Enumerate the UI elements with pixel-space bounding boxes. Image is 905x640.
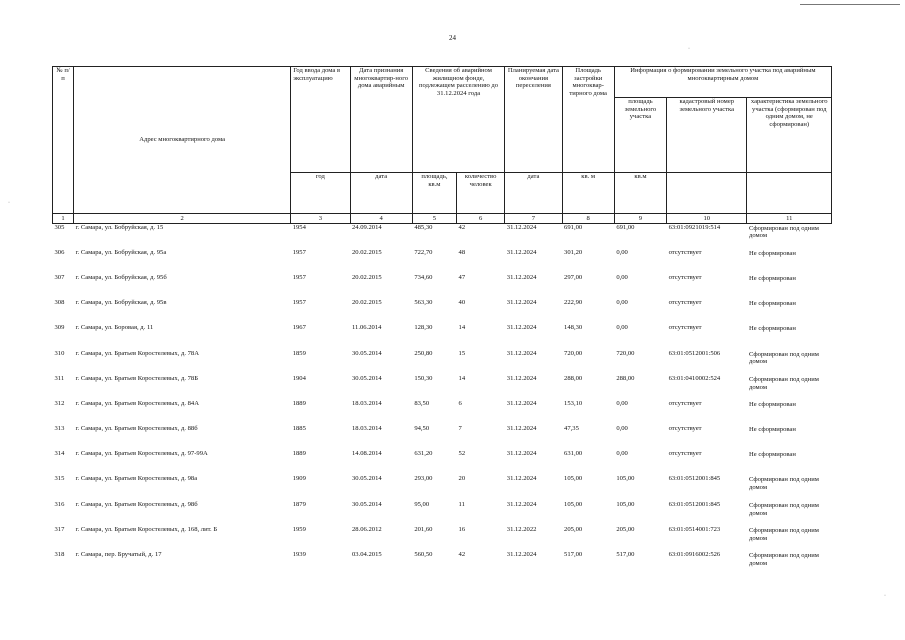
- table-row: [53, 249, 832, 274]
- row-area: 250,80: [414, 349, 433, 357]
- row-address: г. Самара, ул. Братьев Коростелевых, д. 98а: [75, 475, 198, 483]
- row-cadastral-number: 63:01:0916002:526: [668, 551, 721, 559]
- row-number: 314: [54, 450, 65, 458]
- row-people: 6: [458, 399, 462, 407]
- row-people: 15: [458, 349, 466, 357]
- row-planned-end: 31.12.2024: [506, 475, 537, 483]
- row-cadastral-number: 63:01:0514001:723: [668, 525, 721, 533]
- table-row: [53, 299, 832, 324]
- row-cadastral-number: отсутствует: [668, 273, 702, 281]
- row-land-area: 105,00: [616, 475, 635, 483]
- row-area: 201,60: [414, 525, 433, 533]
- row-recognition-date: 14.08.2014: [352, 450, 382, 458]
- row-area: 293,00: [414, 475, 433, 483]
- row-planned-end: 31.12.2024: [506, 299, 537, 307]
- row-number: 318: [54, 551, 65, 559]
- header-sub-area: площадь, кв.м: [412, 173, 456, 214]
- column-number: 2: [74, 214, 291, 224]
- header-sub-date2: дата: [505, 173, 562, 214]
- page-number: 24: [449, 34, 456, 42]
- row-people: 7: [458, 425, 462, 433]
- row-planned-end: 31.12.2024: [506, 374, 537, 382]
- row-cadastral-number: 63:01:0512001:845: [668, 475, 721, 483]
- row-land-characteristic: Не сформирован: [748, 451, 796, 459]
- scan-speck: ·: [688, 46, 690, 52]
- row-number: 315: [54, 475, 65, 483]
- row-building-area: 301,20: [564, 248, 583, 256]
- row-area: 128,30: [414, 324, 433, 332]
- row-area: 631,20: [414, 450, 433, 458]
- header-land-info: Информация о формировании земельного участка под аварийным многоквартирным домом: [614, 67, 831, 98]
- row-recognition-date: 20.02.2015: [352, 273, 382, 281]
- row-cadastral-number: отсутствует: [668, 248, 702, 256]
- row-land-characteristic: Не сформирован: [748, 400, 796, 408]
- row-number: 312: [54, 399, 65, 407]
- column-number: 7: [505, 214, 562, 224]
- row-people: 40: [458, 299, 466, 307]
- header-planned-end: Планируемая дата окончания переселения: [505, 67, 562, 173]
- row-address: г. Самара, ул. Бобруйская, д. 95б: [75, 273, 167, 281]
- row-land-characteristic: Сформирован под одним домом: [748, 350, 819, 366]
- header-sub-empty: [667, 173, 747, 214]
- table-row: [53, 425, 832, 450]
- row-address: г. Самара, ул. Бобруйская, д. 95в: [75, 299, 167, 307]
- row-planned-end: 31.12.2024: [506, 450, 537, 458]
- row-land-area: 517,00: [616, 551, 635, 559]
- column-number: 9: [614, 214, 666, 224]
- row-year-built: 1885: [292, 425, 306, 433]
- row-year-built: 1954: [292, 223, 306, 231]
- row-building-area: 153,10: [564, 399, 583, 407]
- header-building-area: Площадь застройки многоквар-тирного дома: [562, 67, 614, 173]
- row-number: 317: [54, 525, 65, 533]
- row-area: 563,30: [414, 299, 433, 307]
- row-address: г. Самара, ул. Боровая, д. 11: [75, 324, 154, 332]
- header-num: № п/п: [53, 67, 74, 214]
- row-land-area: 0,00: [616, 273, 628, 281]
- row-land-characteristic: Сформирован под одним домом: [748, 476, 819, 492]
- row-planned-end: 31.12.2024: [506, 551, 537, 559]
- row-people: 11: [458, 500, 465, 508]
- table-row: [53, 350, 832, 375]
- row-address: г. Самара, ул. Братьев Коростелевых, д. 98б: [75, 500, 198, 508]
- row-building-area: 691,00: [564, 223, 583, 231]
- table-row: [53, 400, 832, 425]
- row-number: 305: [54, 223, 65, 231]
- column-number: 1: [53, 214, 74, 224]
- row-recognition-date: 03.04.2015: [352, 551, 382, 559]
- row-building-area: 631,00: [564, 450, 583, 458]
- row-planned-end: 31.12.2024: [506, 324, 537, 332]
- row-people: 16: [458, 525, 466, 533]
- row-year-built: 1879: [292, 500, 306, 508]
- row-land-characteristic: Не сформирован: [748, 325, 796, 333]
- row-planned-end: 31.12.2024: [506, 500, 537, 508]
- row-year-built: 1967: [292, 324, 306, 332]
- row-recognition-date: 18.03.2014: [352, 425, 382, 433]
- row-building-area: 47,35: [564, 425, 579, 433]
- row-land-characteristic: Сформирован под одним домом: [748, 526, 819, 542]
- row-land-characteristic: Не сформирован: [748, 274, 796, 282]
- row-planned-end: 31.12.2024: [506, 425, 537, 433]
- scan-speck: ·: [8, 200, 10, 206]
- row-area: 485,30: [414, 223, 433, 231]
- row-land-area: 0,00: [616, 324, 628, 332]
- row-land-characteristic: Сформирован под одним домом: [748, 552, 819, 567]
- row-land-characteristic: Сформирован под одним домом: [748, 224, 819, 240]
- row-land-characteristic: Не сформирован: [748, 426, 796, 434]
- header-characteristic: характеристика земельного участка (сформирован под одним домом, не сформирован): [747, 98, 832, 173]
- column-number: 8: [562, 214, 614, 224]
- row-number: 306: [54, 248, 65, 256]
- row-number: 311: [54, 374, 65, 382]
- row-recognition-date: 20.02.2015: [352, 248, 382, 256]
- row-cadastral-number: отсутствует: [668, 299, 702, 307]
- row-planned-end: 31.12.2024: [506, 349, 537, 357]
- row-land-characteristic: Сформирован под одним домом: [748, 501, 819, 517]
- row-land-area: 720,00: [616, 349, 635, 357]
- row-people: 48: [458, 248, 466, 256]
- row-land-area: 0,00: [616, 248, 628, 256]
- row-land-area: 288,00: [616, 374, 635, 382]
- header-sub-empty: [747, 173, 832, 214]
- table-row: [53, 324, 832, 349]
- row-address: г. Самара, ул. Братьев Коростелевых, д. 97-99А: [75, 450, 208, 458]
- row-recognition-date: 28.06.2012: [352, 525, 382, 533]
- row-people: 14: [458, 324, 466, 332]
- header-cadastral: кадастровый номер земельного участка: [667, 98, 747, 173]
- header-address: Адрес многоквартирного дома: [74, 67, 291, 214]
- header-sub-people: количество человек: [457, 173, 505, 214]
- row-year-built: 1957: [292, 273, 306, 281]
- table-row: [53, 475, 832, 500]
- row-cadastral-number: 63:01:0512001:506: [668, 349, 721, 357]
- row-land-area: 0,00: [616, 299, 628, 307]
- row-area: 94,50: [414, 425, 430, 433]
- emergency-housing-table: [52, 66, 832, 576]
- row-area: 150,30: [414, 374, 433, 382]
- row-recognition-date: 30.05.2014: [352, 349, 382, 357]
- row-number: 308: [54, 299, 65, 307]
- table-row: [53, 526, 832, 551]
- row-planned-end: 31.12.2024: [506, 399, 537, 407]
- row-address: г. Самара, ул. Братьев Коростелевых, д. 78Б: [75, 374, 199, 382]
- row-area: 734,60: [414, 273, 433, 281]
- row-land-characteristic: Не сформирован: [748, 249, 796, 257]
- column-number: 10: [667, 214, 747, 224]
- row-land-area: 205,00: [616, 525, 635, 533]
- column-number: 3: [291, 214, 350, 224]
- row-recognition-date: 18.03.2014: [352, 399, 382, 407]
- row-address: г. Самара, ул. Братьев Коростелевых, д. 78А: [75, 349, 199, 357]
- row-year-built: 1959: [292, 525, 306, 533]
- row-building-area: 148,30: [564, 324, 583, 332]
- row-address: г. Самара, ул. Братьев Коростелевых, д. 84А: [75, 399, 199, 407]
- row-address: г. Самара, ул. Бобруйская, д. 15: [75, 223, 164, 231]
- table-row: [53, 450, 832, 475]
- column-number: 4: [350, 214, 412, 224]
- row-people: 52: [458, 450, 466, 458]
- row-area: 560,50: [414, 551, 433, 559]
- row-year-built: 1957: [292, 248, 306, 256]
- row-year-built: 1859: [292, 349, 306, 357]
- table-row: [53, 551, 832, 576]
- header-sub-kvm: кв. м: [562, 173, 614, 214]
- row-address: г. Самара, ул. Бобруйская, д. 95а: [75, 248, 167, 256]
- row-number: 307: [54, 273, 65, 281]
- row-number: 316: [54, 500, 65, 508]
- row-year-built: 1889: [292, 399, 306, 407]
- row-planned-end: 31.12.2022: [506, 525, 537, 533]
- row-cadastral-number: отсутствует: [668, 324, 702, 332]
- column-number: 11: [747, 214, 832, 224]
- row-recognition-date: 24.09.2014: [352, 223, 382, 231]
- row-planned-end: 31.12.2024: [506, 248, 537, 256]
- header-land-area: площадь земельного участка: [614, 98, 666, 173]
- row-recognition-date: 30.05.2014: [352, 374, 382, 382]
- row-year-built: 1909: [292, 475, 306, 483]
- row-year-built: 1889: [292, 450, 306, 458]
- table-row: [53, 375, 832, 400]
- row-people: 42: [458, 223, 466, 231]
- row-building-area: 105,00: [564, 475, 583, 483]
- row-people: 20: [458, 475, 466, 483]
- header-emergency-fund: Сведения об аварийном жилищном фонде, подлежащем расселению до 31.12.2024 года: [412, 67, 504, 173]
- header-sub-date: дата: [350, 173, 412, 214]
- row-cadastral-number: отсутствует: [668, 425, 702, 433]
- row-cadastral-number: отсутствует: [668, 450, 702, 458]
- column-number: 6: [457, 214, 505, 224]
- row-cadastral-number: отсутствует: [668, 399, 702, 407]
- row-land-area: 0,00: [616, 425, 628, 433]
- row-planned-end: 31.12.2024: [506, 273, 537, 281]
- top-edge-line: [800, 4, 900, 5]
- row-land-area: 0,00: [616, 450, 628, 458]
- header-recognition-date: Дата признания многоквартир-ного дома аварийным: [350, 67, 412, 173]
- row-number: 313: [54, 425, 65, 433]
- row-area: 722,70: [414, 248, 433, 256]
- row-planned-end: 31.12.2024: [506, 223, 537, 231]
- row-year-built: 1957: [292, 299, 306, 307]
- row-land-area: 0,00: [616, 399, 628, 407]
- row-cadastral-number: 63:01:0512001:845: [668, 500, 721, 508]
- row-year-built: 1904: [292, 374, 306, 382]
- table-body: [53, 223, 832, 576]
- row-number: 309: [54, 324, 65, 332]
- row-address: г. Самара, пер. Бручатый, д. 17: [75, 551, 162, 559]
- row-people: 47: [458, 273, 466, 281]
- row-recognition-date: 20.02.2015: [352, 299, 382, 307]
- row-recognition-date: 30.05.2014: [352, 475, 382, 483]
- header-sub-year: год: [291, 173, 350, 214]
- row-land-characteristic: Сформирован под одним домом: [748, 375, 819, 391]
- row-year-built: 1939: [292, 551, 306, 559]
- table-row: [53, 274, 832, 299]
- row-recognition-date: 30.05.2014: [352, 500, 382, 508]
- row-building-area: 105,00: [564, 500, 583, 508]
- row-land-characteristic: Не сформирован: [748, 300, 796, 308]
- row-address: г. Самара, ул. Братьев Коростелевых, д. 168, лит. Б: [75, 525, 218, 533]
- row-building-area: 720,00: [564, 349, 583, 357]
- row-land-area: 105,00: [616, 500, 635, 508]
- row-building-area: 205,00: [564, 525, 583, 533]
- row-people: 42: [458, 551, 466, 559]
- row-area: 83,50: [414, 399, 430, 407]
- row-area: 95,00: [414, 500, 430, 508]
- row-building-area: 517,00: [564, 551, 583, 559]
- row-building-area: 222,90: [564, 299, 583, 307]
- header-sub-kvm2: кв.м: [614, 173, 666, 214]
- row-land-area: 691,00: [616, 223, 635, 231]
- scan-speck: ·: [884, 593, 886, 599]
- table-row: [53, 223, 832, 249]
- header-year-built: Год ввода дома в эксплуатацию: [291, 67, 350, 173]
- column-number: 5: [412, 214, 456, 224]
- row-building-area: 288,00: [564, 374, 583, 382]
- row-people: 14: [458, 374, 466, 382]
- row-building-area: 297,00: [564, 273, 583, 281]
- row-number: 310: [54, 349, 65, 357]
- table-row: [53, 501, 832, 526]
- row-address: г. Самара, ул. Братьев Коростелевых, д. 88б: [75, 425, 198, 433]
- row-recognition-date: 11.06.2014: [352, 324, 382, 332]
- row-cadastral-number: 63:01:0921019:514: [668, 223, 721, 231]
- row-cadastral-number: 63:01:0410002:524: [668, 374, 721, 382]
